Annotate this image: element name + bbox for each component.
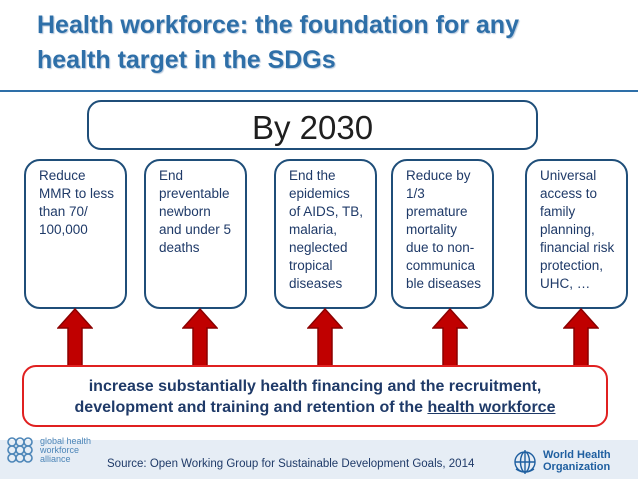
- target-year-text: By 2030: [251, 109, 374, 146]
- goal-line: 1/3: [406, 186, 425, 201]
- goal-line: due to non-: [406, 240, 475, 255]
- goal-line: UHC, …: [540, 276, 591, 291]
- goal-line: 100,000: [39, 222, 88, 237]
- gha-line: workforce: [40, 445, 80, 455]
- source-citation: Source: Open Working Group for Sustainable Development Goals, 2014: [107, 458, 475, 470]
- goal-line: financial risk: [540, 240, 615, 255]
- goal-box-ncd: [391, 159, 494, 309]
- goal-line: Reduce by: [406, 168, 471, 183]
- arrow-up-icon: [307, 308, 343, 368]
- goal-line: mortality: [406, 222, 458, 237]
- who-emblem-icon: [512, 449, 538, 475]
- goal-line: communica: [406, 258, 476, 273]
- goal-box-newborn: [144, 159, 247, 309]
- goal-line: malaria,: [289, 222, 338, 237]
- who-logo-text: [543, 449, 611, 473]
- goal-line: access to: [540, 186, 598, 201]
- goal-box-universal-access: [525, 159, 628, 309]
- goal-line: ble diseases: [406, 276, 482, 291]
- goal-line: deaths: [159, 240, 200, 255]
- gha-logo-text: [40, 437, 91, 464]
- arrow-up-icon: [563, 308, 599, 368]
- title-line-1: Health workforce: the foundation for any: [37, 11, 519, 39]
- global-health-workforce-alliance-logo: [4, 434, 36, 466]
- goal-line: of AIDS, TB,: [289, 204, 364, 219]
- goal-line: protection,: [540, 258, 604, 273]
- goal-line: newborn: [159, 204, 211, 219]
- goal-line: preventable: [159, 186, 230, 201]
- goal-line: than 70/: [39, 204, 88, 219]
- goal-line: tropical: [289, 258, 333, 273]
- foundation-box: [22, 365, 608, 427]
- foundation-line-1: increase substantially health financing and the recruitment,: [88, 378, 542, 395]
- goal-line: Reduce: [39, 168, 86, 183]
- goal-line: diseases: [289, 276, 343, 291]
- goal-line: Universal: [540, 168, 597, 183]
- goal-line: epidemics: [289, 186, 350, 201]
- arrow-up-icon: [57, 308, 93, 368]
- gha-line: alliance: [40, 454, 71, 464]
- arrow-up-icon: [432, 308, 468, 368]
- gha-line: global health: [40, 436, 92, 446]
- foundation-line-2: [24, 397, 606, 418]
- goal-box-mmr: [24, 159, 127, 309]
- who-line: World Health: [543, 449, 611, 461]
- goal-line: neglected: [289, 240, 348, 255]
- target-year-box: [87, 100, 538, 150]
- goal-line: End the: [289, 168, 336, 183]
- who-line: Organization: [543, 461, 611, 473]
- goal-line: premature: [406, 204, 468, 219]
- slide-title: [37, 8, 633, 78]
- health-workforce-link[interactable]: health workforce: [427, 399, 556, 416]
- goal-line: and under 5: [159, 222, 232, 237]
- goal-line: family: [540, 204, 576, 219]
- goal-line: planning,: [540, 222, 595, 237]
- title-divider: [0, 90, 638, 92]
- goal-line: MMR to less: [39, 186, 115, 201]
- goal-line: End: [159, 168, 184, 183]
- arrow-up-icon: [182, 308, 218, 368]
- foundation-line-2-text: development and training and retention of the: [74, 399, 428, 416]
- goal-box-epidemics: [274, 159, 377, 309]
- title-line-2: health target in the SDGs: [37, 46, 336, 74]
